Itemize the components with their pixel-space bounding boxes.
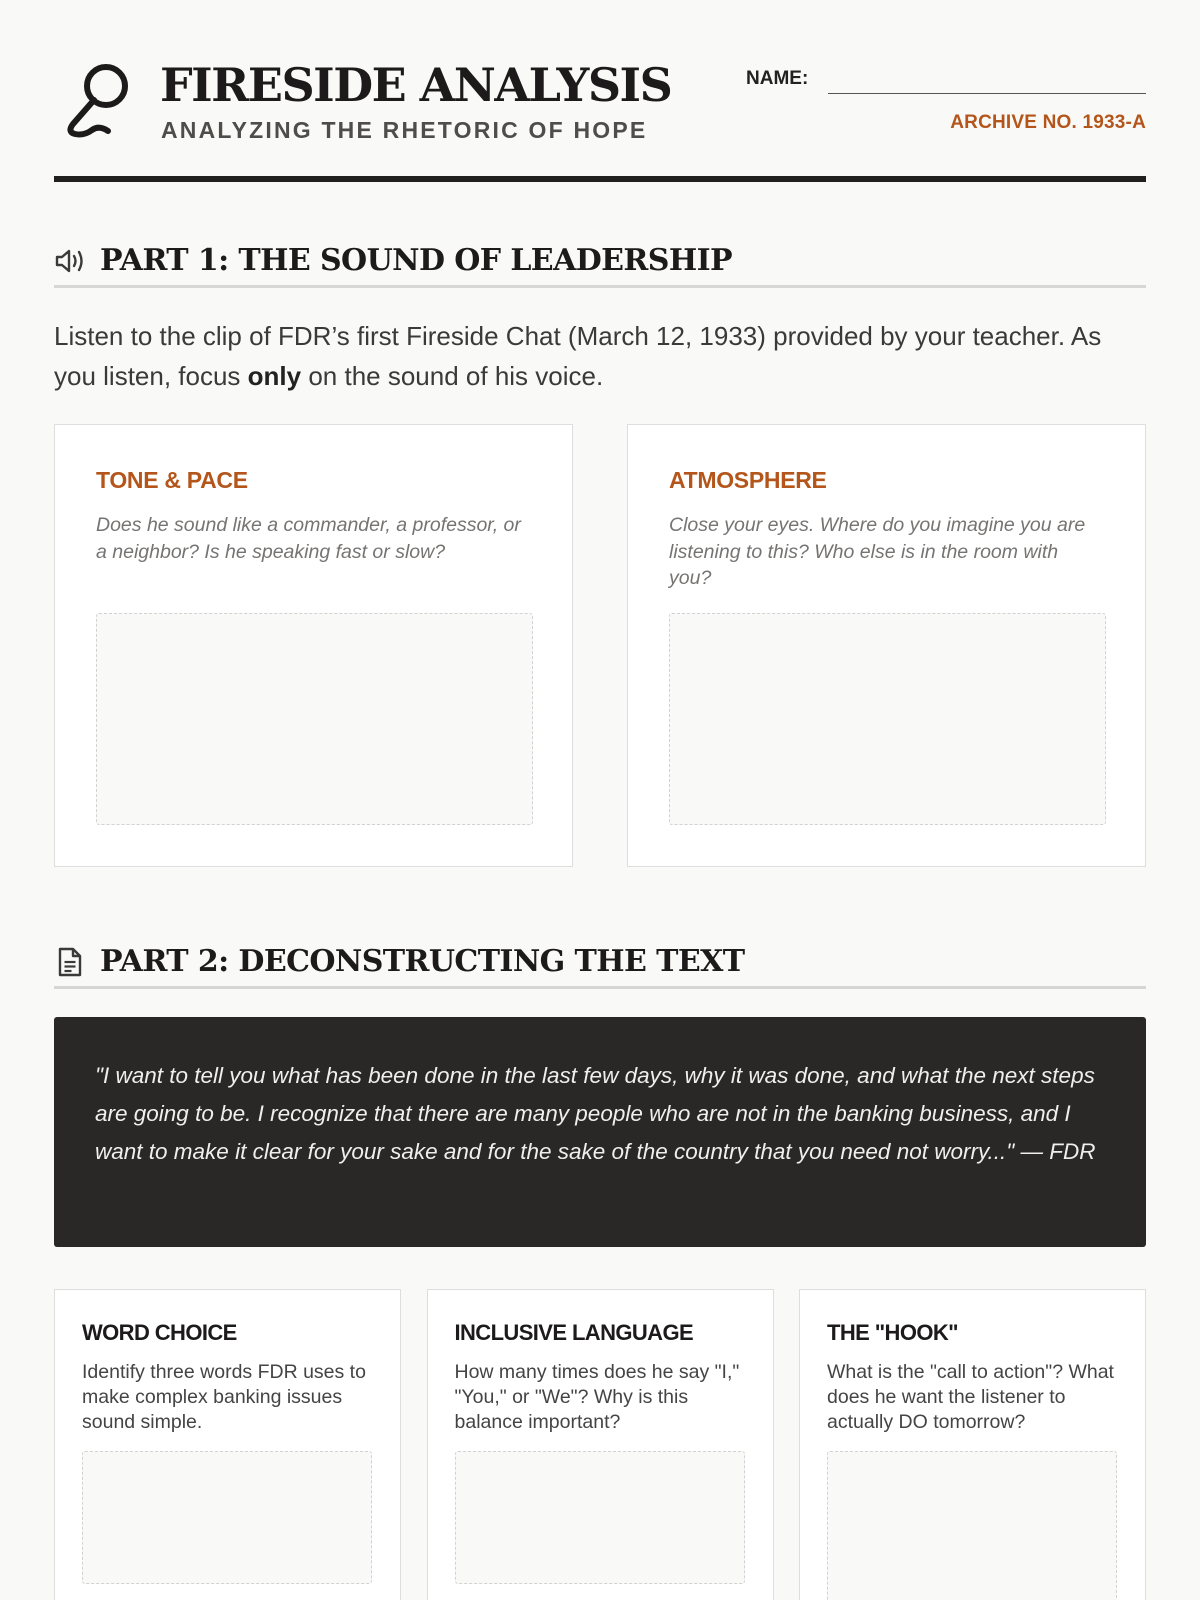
word-choice-answer-box[interactable] bbox=[82, 1451, 372, 1584]
part2-heading bbox=[54, 937, 1146, 989]
part2-cards bbox=[54, 1289, 1146, 1600]
hook-card bbox=[799, 1289, 1146, 1600]
part1-title: PART 1: THE SOUND OF LEADERSHIP bbox=[100, 243, 732, 278]
worksheet-header bbox=[54, 0, 1146, 182]
word-choice-card bbox=[54, 1289, 401, 1600]
card-prompt: How many times does he say "I," "You," or "We"? Why is this balance important? bbox=[454, 1361, 740, 1433]
part2-title: PART 2: DECONSTRUCTING THE TEXT bbox=[100, 944, 745, 979]
part1-instructions bbox=[54, 316, 1146, 396]
card-prompt: Does he sound like a commander, a professor, or a neighbor? Is he speaking fast or slow? bbox=[96, 514, 521, 563]
intro-text: Listen to the clip of FDR’s first Fireside Chat (March 12, 1933) provided by your teacher. As you listen, focus bbox=[54, 321, 1102, 391]
card-title: TONE & PACE bbox=[96, 467, 248, 493]
card-title: INCLUSIVE LANGUAGE bbox=[454, 1320, 694, 1345]
name-label: NAME: bbox=[746, 68, 809, 89]
atmosphere-answer-box[interactable] bbox=[669, 613, 1106, 825]
card-prompt: Identify three words FDR uses to make complex banking issues sound simple. bbox=[82, 1361, 366, 1433]
card-title: WORD CHOICE bbox=[82, 1320, 237, 1345]
tone-pace-answer-box[interactable] bbox=[96, 613, 533, 825]
card-title: THE "HOOK" bbox=[827, 1320, 958, 1345]
document-icon bbox=[54, 946, 86, 978]
speaker-icon bbox=[54, 247, 86, 275]
hook-answer-box[interactable] bbox=[827, 1451, 1117, 1600]
atmosphere-card bbox=[627, 424, 1146, 867]
microphone-icon bbox=[64, 62, 130, 138]
inclusive-language-card bbox=[427, 1289, 774, 1600]
intro-text-end: on the sound of his voice. bbox=[301, 361, 604, 391]
name-field[interactable] bbox=[828, 93, 1146, 94]
card-prompt: Close your eyes. Where do you imagine you are listening to this? Who else is in the room with you? bbox=[669, 514, 1086, 589]
card-title: ATMOSPHERE bbox=[669, 467, 827, 493]
part1-cards bbox=[54, 424, 1146, 867]
page-title: FIRESIDE ANALYSIS bbox=[160, 58, 672, 112]
page-subtitle: ANALYZING THE RHETORIC OF HOPE bbox=[161, 117, 648, 143]
card-prompt: What is the "call to action"? What does he want the listener to actually DO tomorrow? bbox=[827, 1361, 1114, 1433]
archive-number: ARCHIVE NO. 1933-A bbox=[950, 112, 1146, 133]
fdr-quote: "I want to tell you what has been done in the last few days, why it was done, and what the next steps are going to be. I recognize that there are many people who are not in the banking business, and I want to make it clear for your sake and for the sake of the country that you need not worry..." — FDR bbox=[54, 1017, 1146, 1247]
tone-pace-card bbox=[54, 424, 573, 867]
inclusive-language-answer-box[interactable] bbox=[455, 1451, 745, 1584]
intro-emphasis: only bbox=[247, 361, 302, 391]
part1-heading bbox=[54, 236, 1146, 288]
